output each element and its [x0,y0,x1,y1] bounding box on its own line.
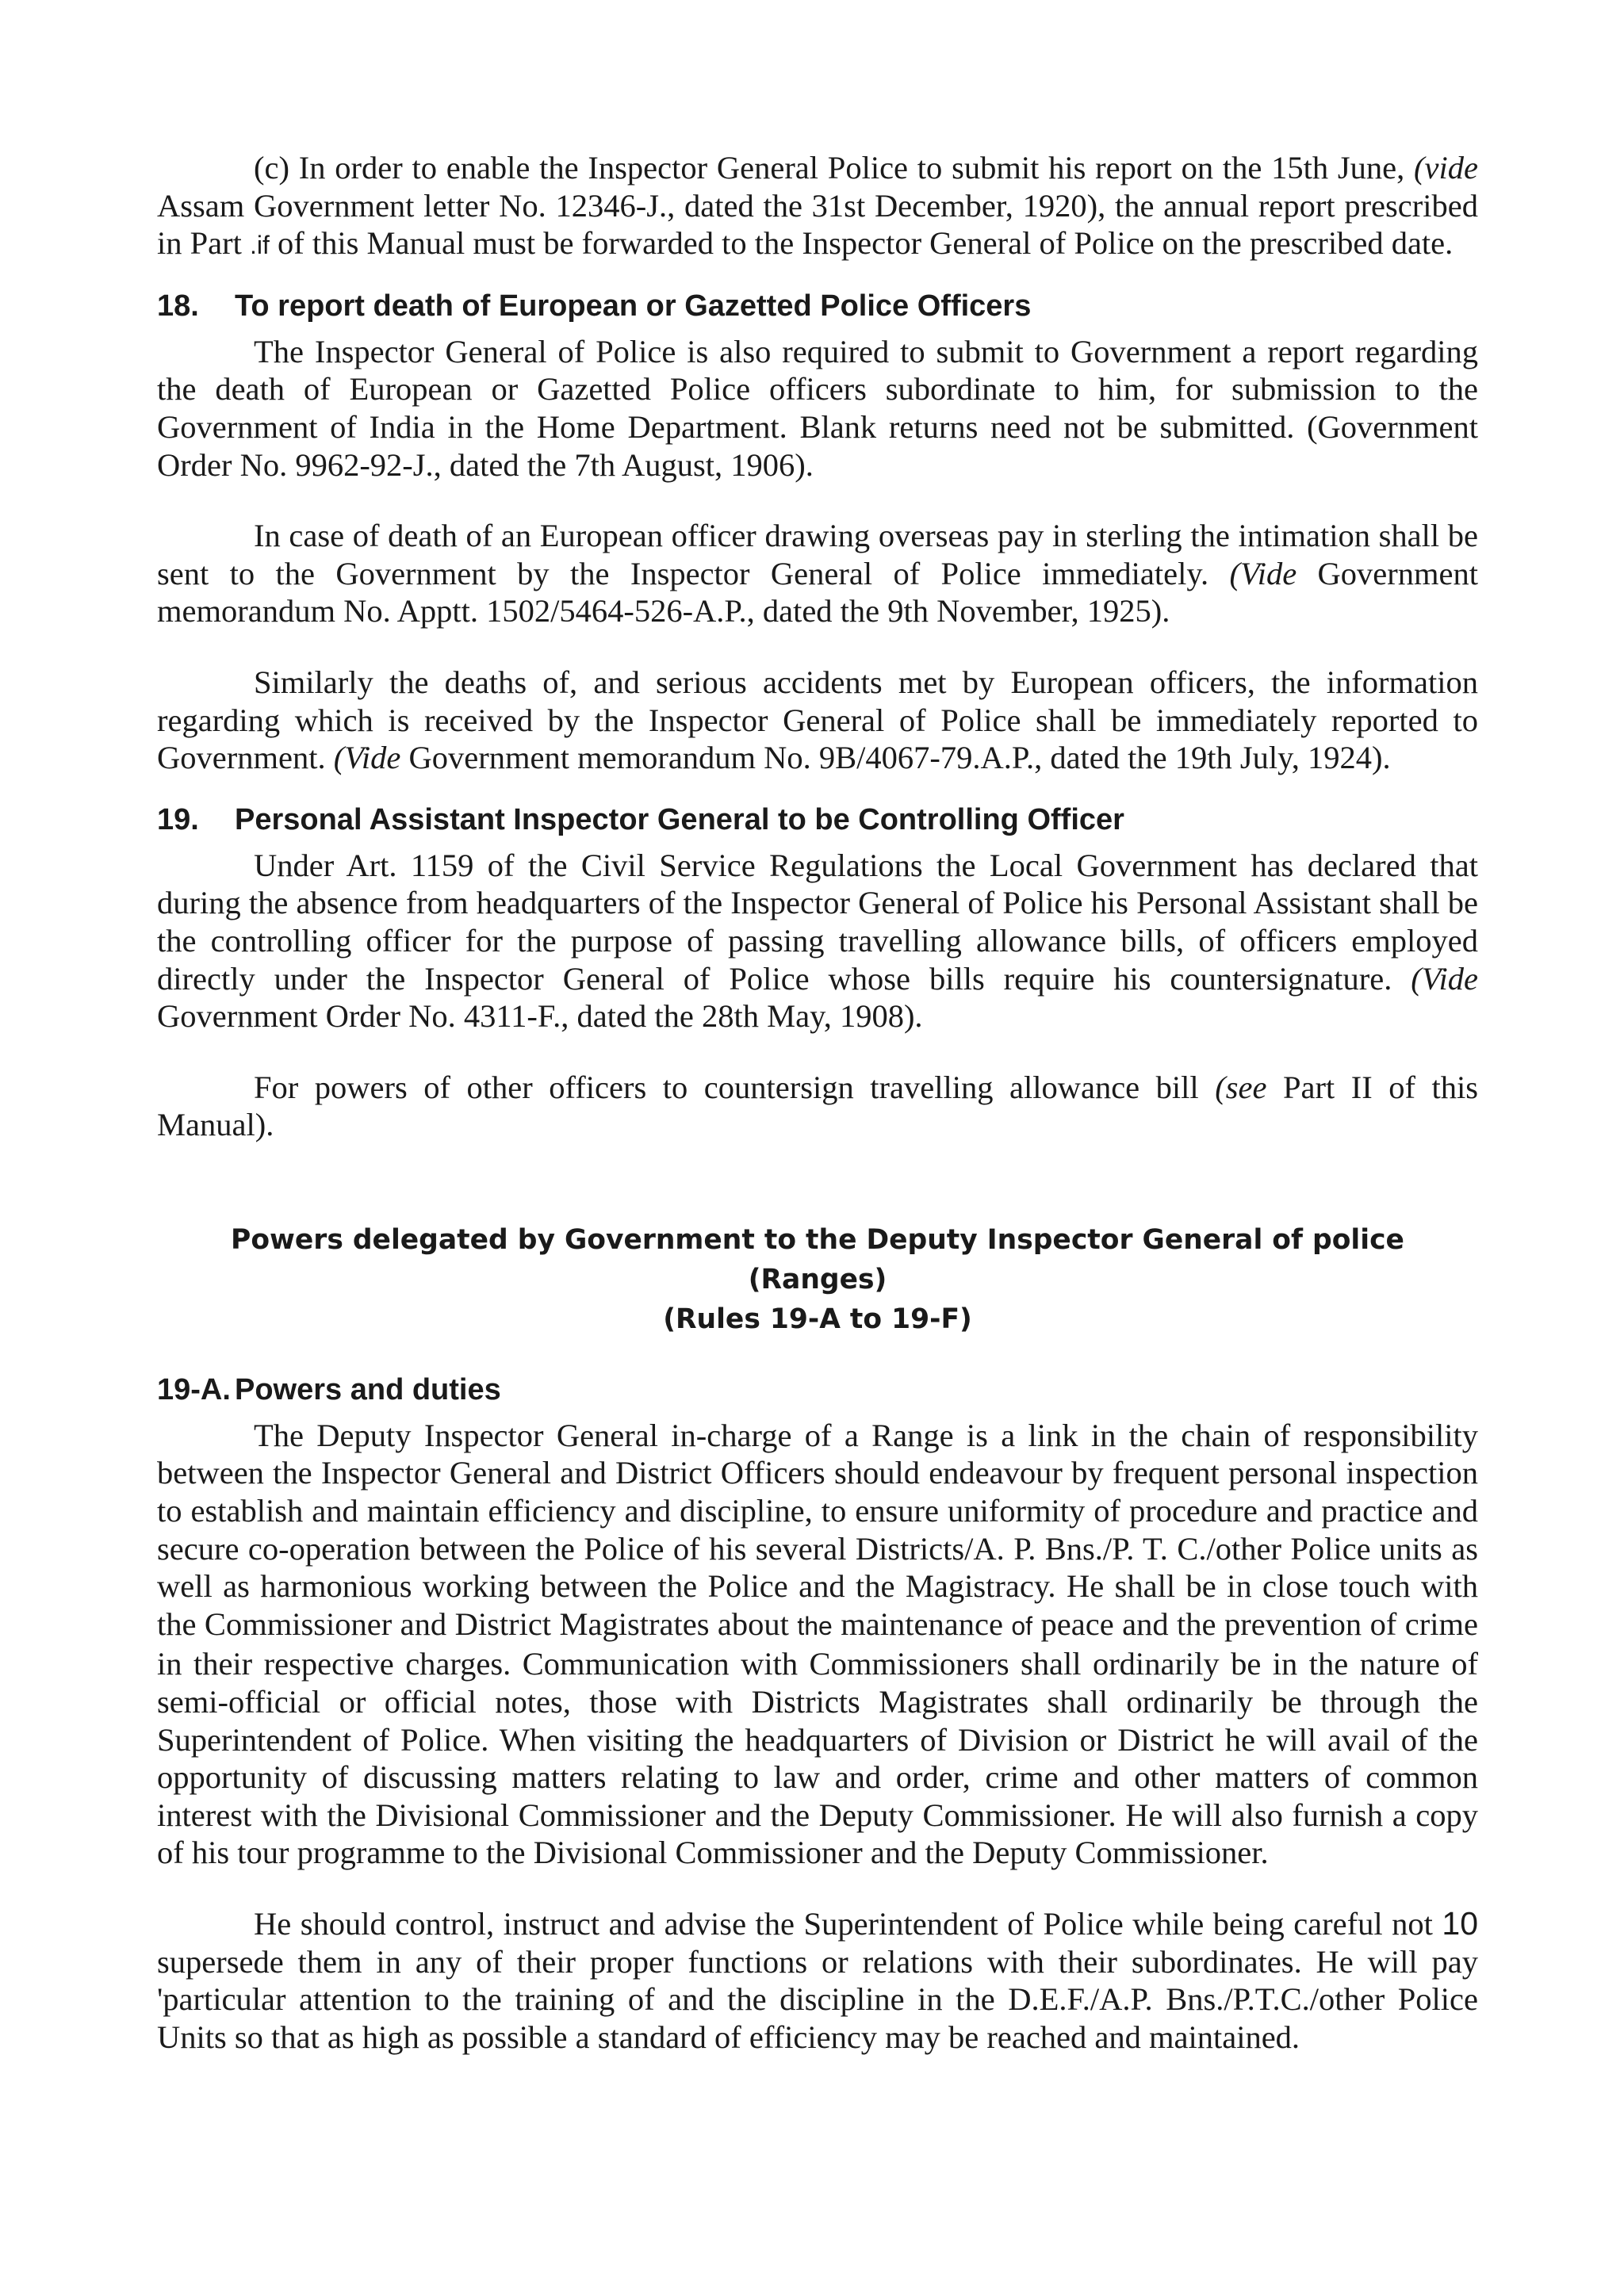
section-heading-19a [157,1371,1478,1409]
paragraph-19-2 [157,1069,1478,1144]
text-run: (c) In order to enable the Inspector General Police to submit his report on the 15th June, [254,150,1415,186]
text-run: Under Art. 1159 of the Civil Service Regulations the Local Government has declared that during the absence from headquarters of the Inspector General of Police his Personal Assistant shall be the controlling officer for the purpose of passing travelling allowance bills, of officers employed directly under the Inspector General of Police whose bills require his countersignature. [157,847,1478,997]
heading-line-2: (Rules 19-A to 19-F) [663,1303,972,1335]
text-run-small: the [797,1611,833,1640]
text-run: The Deputy Inspector General in-charge of a Range is a link in the chain of responsibility between the Inspector General and District Officers should endeavour by frequent personal inspection to establish and maintain efficiency and discipline, to ensure uniformity of procedure and practice and secure co-operation between the Police of his several Districts/A. P. Bns./P. T. C./other Police units as well as harmonious working between the Police and the Magistracy. He shall be in close touch with the Commissioner and District Magistrates about [157,1417,1478,1642]
text-run: Government memorandum No. 9B/4067-79.A.P., dated the 19th July, 1924). [400,740,1391,776]
text-run: Similarly the deaths of, and serious accidents met by European officers, the information regarding which is received by the Inspector General of Police shall be immediately reported to Government. [157,664,1478,776]
text-run: of this Manual must be forwarded to the Inspector General of Police on the prescribed date. [269,225,1454,262]
heading-line-1: Powers delegated by Government to the Deputy Inspector General of police (Ranges) [231,1223,1404,1295]
italic-vide: (Vide [1229,555,1297,591]
paragraph-18-1: The Inspector General of Police is also required to submit to Government a report regarding the death of European or Gazetted Police officers subordinate to him, for submission to the Government of India in the Home Department. Blank returns need not be submitted. (Government Order No. 9962-92-J., dated the 7th August, 1906). [157,333,1478,483]
text-run: maintenance [832,1605,1012,1642]
text-run: Part II of this Manual). [157,1069,1478,1143]
section-heading-18 [157,287,1478,325]
paragraph-19a-2 [157,1905,1478,2056]
section-number: 19. [157,802,199,836]
text-run: Government Order No. 4311-F., dated the 28th May, 1908). [157,998,923,1035]
text-run-small: of [1011,1611,1033,1640]
section-title: Personal Assistant Inspector General to be Controlling Officer [235,802,1124,836]
section-title: Powers and duties [235,1372,501,1406]
paragraph-18-2 [157,517,1478,630]
paragraph-19a-1 [157,1417,1478,1872]
part-mark: .if [250,231,270,260]
text-run: Assam Government letter No. 12346-J., dated the 31st December, 1920), the annual report prescribed in Part [157,187,1478,262]
section-title: To report death of European or Gazetted Police Officers [235,289,1032,323]
section-heading-19 [157,801,1478,839]
paragraph-17c [157,149,1478,265]
page-number-inline: 10 [1442,1905,1478,1942]
text-run: Government memorandum No. Apptt. 1502/5464-526-A.P., dated the 9th November, 1925). [157,555,1478,629]
document-page [157,149,1478,2056]
italic-see: (see [1215,1069,1267,1105]
text-run: For powers of other officers to countersign travelling allowance bill [254,1069,1216,1105]
section-number: 18. [157,289,199,323]
paragraph-19-1 [157,847,1478,1035]
italic-vide: (vide [1414,150,1478,186]
section-number: 19-A. [157,1372,231,1406]
italic-vide: (Vide [333,740,401,776]
text-run: peace and the prevention of crime in their respective charges. Communication with Commissioners shall ordinarily be in the nature of semi-official or official notes, those with Districts Magistrates shall ordinarily be through the Superintendent of Police. When visiting the headquarters of Division or District he will avail of the opportunity of discussing matters relating to law and order, crime and other matters of common interest with the Divisional Commissioner and the Deputy Commissioner. He will also furnish a copy of his tour programme to the Divisional Commissioner and the Deputy Commissioner. [157,1605,1479,1871]
paragraph-18-3 [157,664,1478,777]
delegated-powers-heading [157,1220,1478,1339]
text-run: In case of death of an European officer drawing overseas pay in sterling the intimation shall be sent to the Government by the Inspector General of Police immediately. [157,518,1478,591]
italic-vide: (Vide [1411,960,1478,997]
text-run: supersede them in any of their proper functions or relations with their subordinates. He will pay 'particular attention to the training of and the discipline in the D.E.F./A.P. Bns./P.T.C./other Police Units so that as high as possible a standard of efficiency may be reached and maintained. [157,1943,1478,2055]
text-run: He should control, instruct and advise the Superintendent of Police while being careful not [254,1906,1442,1942]
